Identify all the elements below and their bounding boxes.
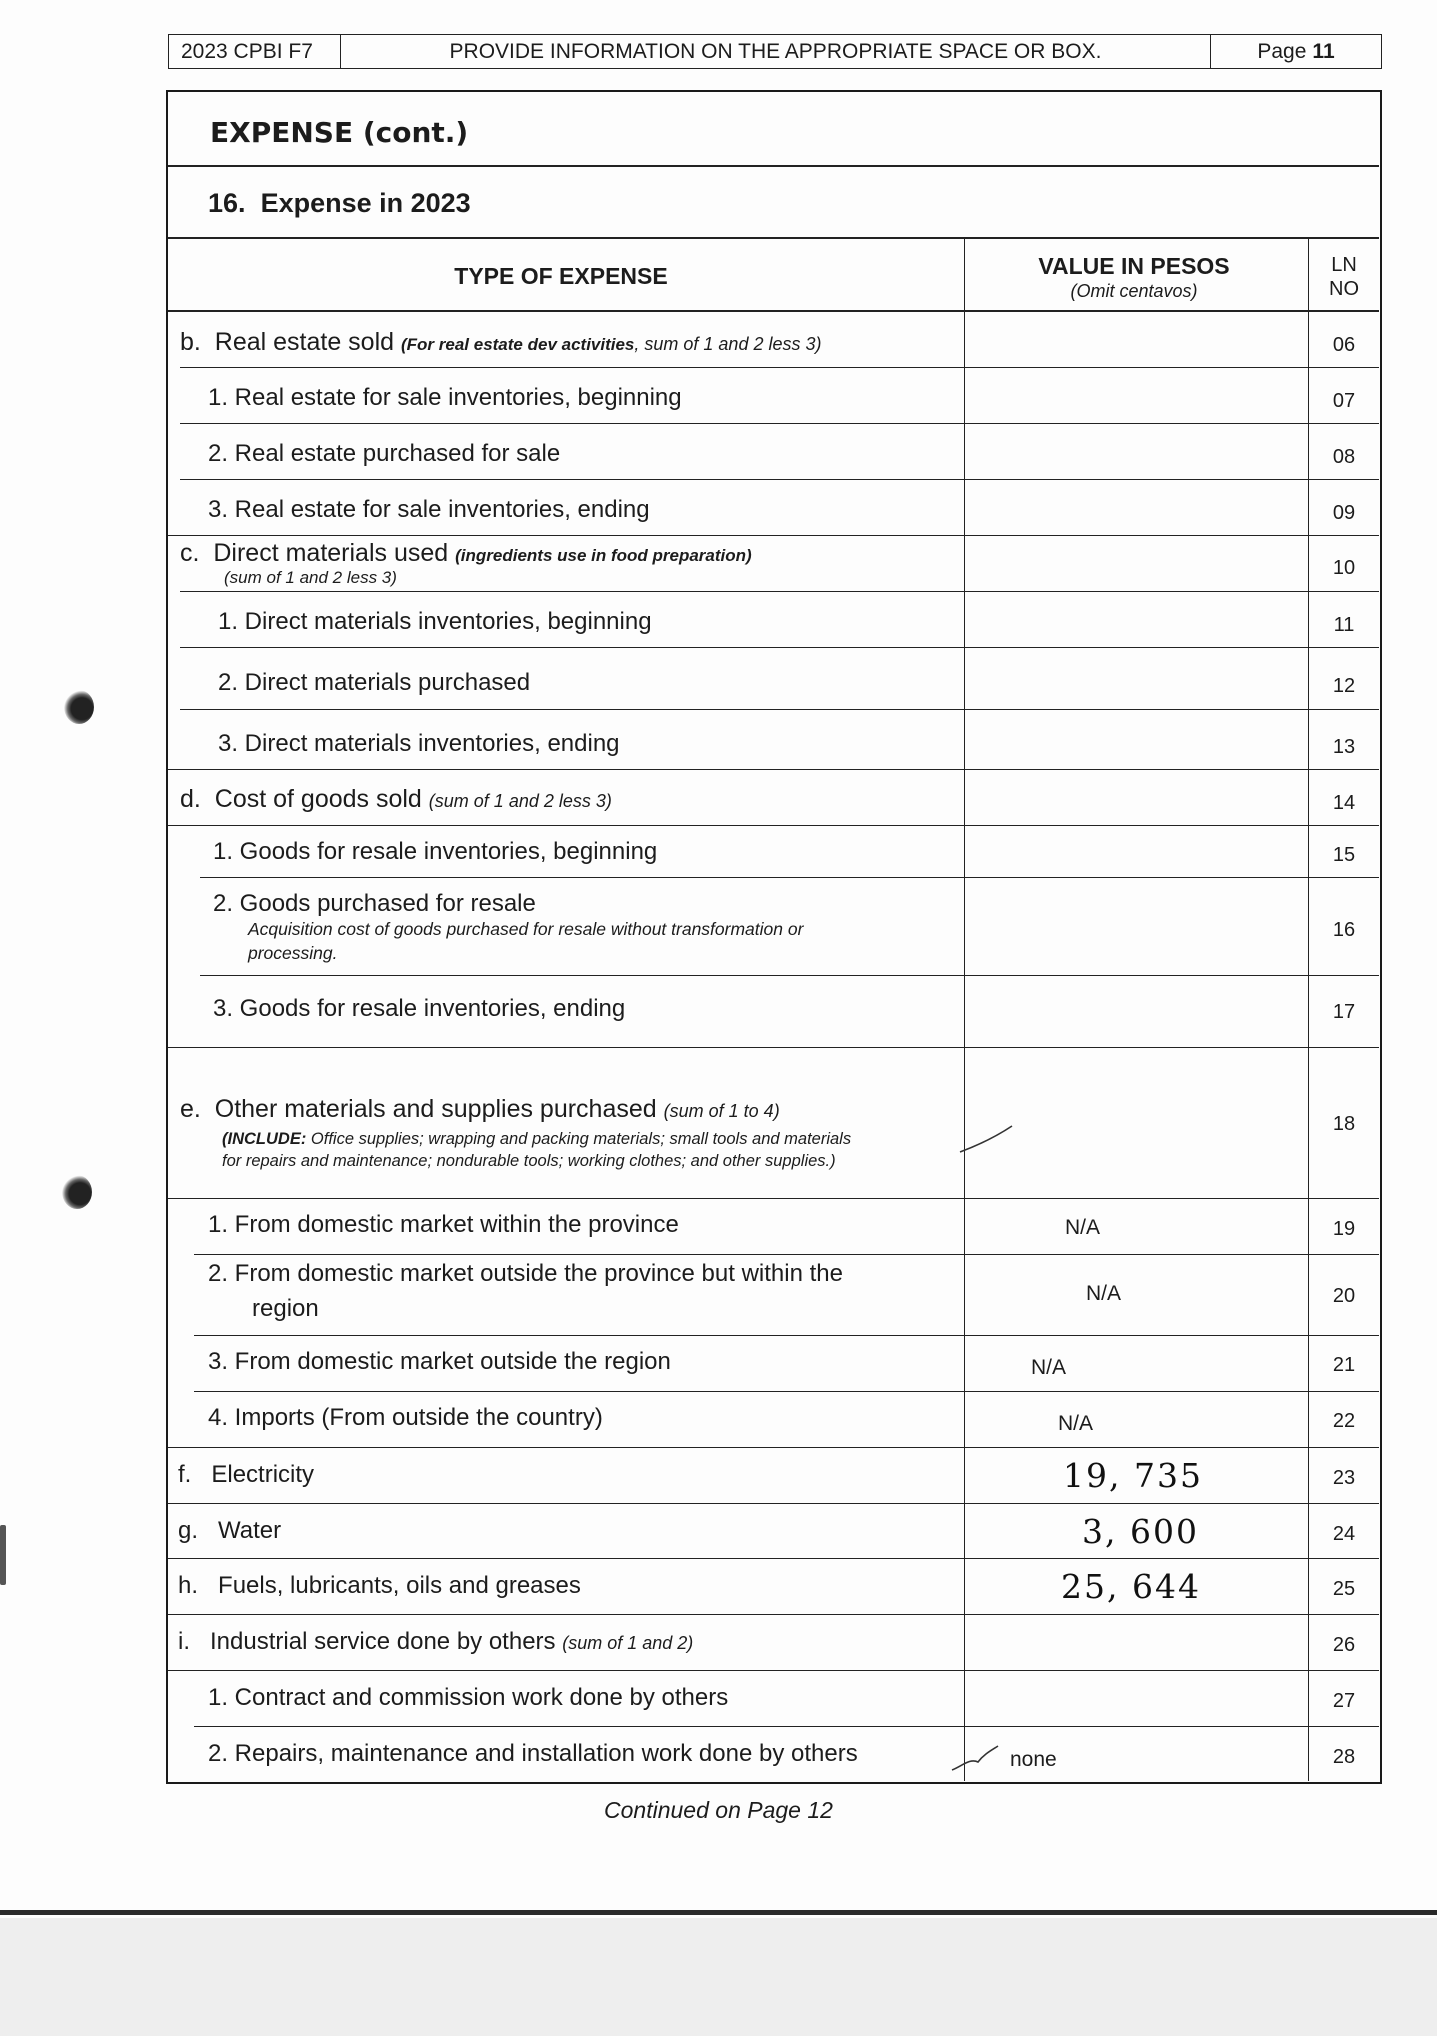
omit-centavos-note: (Omit centavos) (1070, 281, 1198, 301)
form-header (168, 34, 1382, 69)
ln-28: 28 (1332, 1746, 1356, 1768)
row-d-text: Cost of goods sold (214, 785, 422, 813)
row-h-label (178, 1572, 581, 1600)
row-g-text: Water (218, 1517, 282, 1544)
row-divider (168, 1503, 1379, 1504)
row-c3-label: 3. Direct materials inventories, ending (218, 730, 620, 757)
scanner-background (0, 1918, 1437, 2036)
row-b-letter: b. (180, 328, 201, 356)
row-divider (180, 479, 1379, 480)
ln-19: 19 (1332, 1218, 1356, 1240)
row-divider (200, 975, 1379, 976)
ln-17: 17 (1332, 1001, 1356, 1023)
value-e3: N/A (1031, 1356, 1067, 1379)
row-divider (180, 647, 1379, 648)
row-divider (168, 769, 1379, 770)
value-electricity: 19, 735 (1063, 1456, 1203, 1495)
row-d2-note-line1: Acquisition cost of goods purchased for resale without transformation or (248, 919, 804, 939)
row-d-label (180, 785, 612, 814)
row-i-label (178, 1628, 693, 1656)
section-title: EXPENSE (cont.) (210, 116, 469, 149)
row-f-text: Electricity (211, 1461, 315, 1488)
ln-14: 14 (1332, 792, 1356, 814)
row-d2-note-line2: processing. (248, 943, 338, 963)
ln-24: 24 (1332, 1523, 1356, 1545)
ln-21: 21 (1332, 1354, 1356, 1376)
ln-10: 10 (1332, 557, 1356, 579)
row-divider (180, 709, 1379, 710)
row-divider (168, 1558, 1379, 1559)
row-c-text: Direct materials used (213, 539, 449, 567)
value-e2: N/A (1086, 1282, 1122, 1305)
ln-07: 07 (1332, 390, 1356, 412)
ln-08: 08 (1332, 446, 1356, 468)
subsection-number: 16. (208, 188, 246, 218)
ln-15: 15 (1332, 844, 1356, 866)
value-in-pesos-header: VALUE IN PESOS (1038, 253, 1230, 279)
row-i-text: Industrial service done by others (210, 1628, 556, 1655)
row-divider (194, 1254, 1379, 1255)
check-mark-icon (948, 1740, 1002, 1776)
ln-25: 25 (1332, 1578, 1356, 1600)
ln-11: 11 (1333, 614, 1355, 636)
type-of-expense-header: TYPE OF EXPENSE (454, 263, 668, 289)
subsection-title (208, 188, 471, 219)
row-e-include-text: Office supplies; wrapping and packing materials; small tools and materials (306, 1130, 852, 1148)
row-e-note: (sum of 1 to 4) (663, 1101, 780, 1121)
ln-12: 12 (1332, 675, 1356, 697)
ln-26: 26 (1332, 1634, 1356, 1656)
row-e-include-line1 (222, 1128, 851, 1150)
row-d-note: (sum of 1 and 2 less 3) (428, 791, 612, 811)
row-c-note-bold: (ingredients use in food preparation) (455, 546, 752, 565)
row-c1-label: 1. Direct materials inventories, beginning (218, 608, 652, 635)
row-divider (168, 1614, 1379, 1615)
subsection-label: Expense in 2023 (260, 188, 471, 218)
row-divider (180, 367, 1379, 368)
row-e4-label: 4. Imports (From outside the country) (208, 1404, 603, 1431)
row-i-note: (sum of 1 and 2) (562, 1633, 694, 1653)
punch-hole-bottom (62, 1175, 92, 1209)
page-number: 11 (1312, 39, 1335, 63)
expense-form (166, 90, 1382, 1784)
row-divider (168, 535, 1379, 536)
ln-header-top: LN (1331, 254, 1357, 276)
row-b1-label: 1. Real estate for sale inventories, beginning (208, 384, 682, 411)
row-b-note: , sum of 1 and 2 less 3) (634, 334, 822, 354)
row-divider (180, 423, 1379, 424)
row-divider (194, 1335, 1379, 1336)
row-divider (168, 1670, 1379, 1671)
row-i2-label: 2. Repairs, maintenance and installation work done by others (208, 1740, 858, 1767)
row-e2-label-line1: 2. From domestic market outside the province but within the (208, 1260, 843, 1287)
row-e-letter: e. (180, 1095, 201, 1123)
ln-23: 23 (1332, 1467, 1356, 1489)
page-label: Page (1257, 39, 1307, 63)
row-divider (168, 1198, 1379, 1199)
ln-27: 27 (1332, 1690, 1356, 1712)
row-d2-label: 2. Goods purchased for resale (213, 890, 536, 917)
row-c-label (180, 539, 752, 568)
ln-13: 13 (1332, 736, 1356, 758)
row-b-label (180, 328, 821, 357)
row-i1-label: 1. Contract and commission work done by others (208, 1684, 729, 1711)
value-column-divider (964, 237, 965, 1781)
row-divider (180, 591, 1379, 592)
form-code: 2023 CPBI F7 (169, 35, 341, 68)
row-divider (194, 1391, 1379, 1392)
row-d-letter: d. (180, 785, 201, 813)
ln-06: 06 (1332, 334, 1356, 356)
row-g-letter: g. (178, 1517, 199, 1544)
ln-09: 09 (1332, 502, 1356, 524)
ln-18: 18 (1332, 1113, 1356, 1135)
row-d1-label: 1. Goods for resale inventories, beginning (213, 838, 658, 865)
row-e3-label: 3. From domestic market outside the region (208, 1348, 671, 1375)
ln-column-divider (1308, 237, 1309, 1781)
ln-16: 16 (1332, 919, 1356, 941)
row-f-label (178, 1461, 314, 1489)
value-water: 3, 600 (1082, 1512, 1199, 1551)
row-i-letter: i. (178, 1628, 190, 1655)
row-e1-label: 1. From domestic market within the province (208, 1211, 679, 1238)
column-header-divider (168, 310, 1379, 312)
ln-20: 20 (1332, 1285, 1356, 1307)
row-b-text: Real estate sold (214, 328, 395, 356)
row-e-include-line2: for repairs and maintenance; nondurable tools; working clothes; and other supplies.) (222, 1152, 836, 1170)
row-e2-label-line2: region (252, 1295, 319, 1322)
row-divider (168, 1447, 1379, 1448)
row-h-letter: h. (178, 1572, 199, 1599)
value-fuels: 25, 644 (1061, 1567, 1201, 1606)
row-b3-label: 3. Real estate for sale inventories, ending (208, 496, 650, 523)
value-repairs: none (1010, 1748, 1057, 1771)
staple-mark (0, 1525, 6, 1585)
row-b-note-bold: (For real estate dev activities (401, 335, 635, 354)
row-divider (168, 825, 1379, 826)
section-divider (168, 165, 1379, 167)
page-edge-line (0, 1910, 1437, 1915)
header-instruction: PROVIDE INFORMATION ON THE APPROPRIATE SPACE OR BOX. (341, 35, 1211, 68)
row-g-label (178, 1517, 281, 1545)
row-e-include-label: (INCLUDE: (222, 1130, 307, 1148)
row-c-letter: c. (180, 539, 200, 567)
row-e-text: Other materials and supplies purchased (214, 1095, 657, 1123)
row-c-note: (sum of 1 and 2 less 3) (224, 568, 397, 587)
row-divider (200, 877, 1379, 878)
row-b2-label: 2. Real estate purchased for sale (208, 440, 561, 467)
row-e-label (180, 1095, 780, 1124)
row-divider (194, 1726, 1379, 1727)
punch-hole-top (64, 690, 94, 724)
row-h-text: Fuels, lubricants, oils and greases (218, 1572, 581, 1599)
ln-header-bottom: NO (1329, 278, 1359, 300)
value-e1: N/A (1065, 1216, 1101, 1239)
check-mark-icon (956, 1120, 1016, 1160)
page-indicator (1211, 35, 1381, 68)
row-d3-label: 3. Goods for resale inventories, ending (213, 995, 626, 1022)
value-e4: N/A (1058, 1412, 1094, 1435)
ln-22: 22 (1332, 1410, 1356, 1432)
row-divider (168, 1047, 1379, 1048)
row-f-letter: f. (178, 1461, 192, 1488)
continued-note: Continued on Page 12 (604, 1797, 833, 1823)
subsection-divider (168, 237, 1379, 239)
row-c2-label: 2. Direct materials purchased (218, 669, 531, 696)
